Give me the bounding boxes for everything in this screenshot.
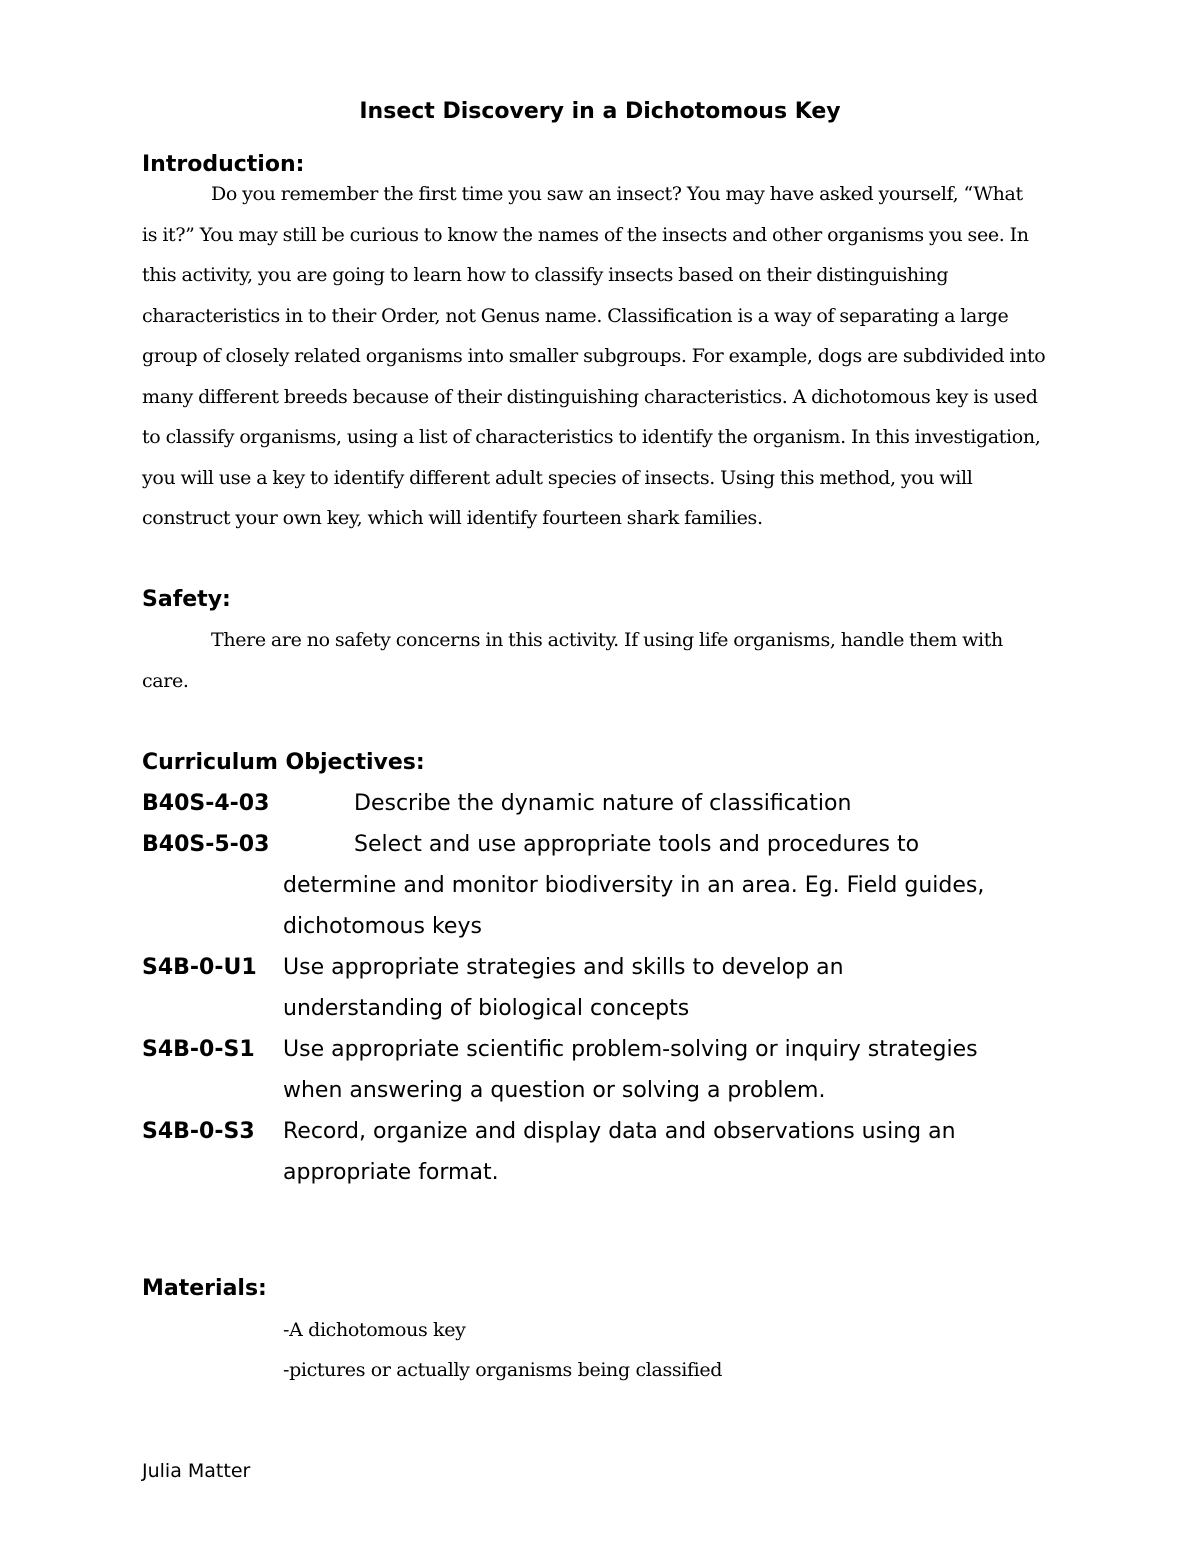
materials-item: -A dichotomous key: [283, 1319, 466, 1341]
objective-text: determine and monitor biodiversity in an area. Eg. Field guides,: [283, 873, 985, 898]
introduction-line: is it?” You may still be curious to know the names of the insects and other organisms you see. In: [142, 223, 1029, 246]
objective-text: appropriate format.: [283, 1160, 499, 1185]
objective-text: understanding of biological concepts: [283, 996, 690, 1021]
objective-text: Use appropriate scientific problem-solving or inquiry strategies: [283, 1037, 978, 1062]
objective-text: Select and use appropriate tools and procedures to: [354, 832, 920, 857]
objective-code: S4B-0-S3: [142, 1119, 255, 1144]
introduction-line: this activity, you are going to learn how to classify insects based on their distinguishing: [142, 264, 949, 286]
introduction-line: construct your own key, which will identify fourteen shark families.: [142, 507, 763, 529]
objective-text: Use appropriate strategies and skills to develop an: [283, 955, 844, 980]
introduction-line: many different breeds because of their distinguishing characteristics. A dichotomous key is used: [142, 385, 1038, 408]
introduction-heading: Introduction:: [142, 152, 305, 177]
introduction-paragraph: [142, 174, 1072, 539]
objective-code: B40S-4-03: [142, 791, 270, 816]
introduction-line: characteristics in to their Order, not Genus name. Classification is a way of separating a large: [142, 304, 1009, 327]
curriculum-heading: Curriculum Objectives:: [142, 750, 425, 775]
objective-text: Record, organize and display data and observations using an: [283, 1119, 956, 1144]
objective-code: B40S-5-03: [142, 832, 270, 857]
introduction-line: Do you remember the first time you saw an insect? You may have asked yourself, “What: [211, 183, 1023, 205]
document-title: Insect Discovery in a Dichotomous Key: [359, 99, 841, 124]
introduction-line: you will use a key to identify different adult species of insects. Using this method, you will: [142, 466, 973, 489]
materials-item: -pictures or actually organisms being classified: [283, 1359, 723, 1381]
objective-code: S4B-0-U1: [142, 955, 257, 980]
safety-line: care.: [142, 669, 189, 692]
materials-heading: Materials:: [142, 1276, 267, 1301]
introduction-line: to classify organisms, using a list of characteristics to identify the organism. In this investigation,: [142, 426, 1041, 448]
safety-heading: Safety:: [142, 587, 231, 612]
footer-author: Julia Matter: [142, 1460, 251, 1482]
objective-text: dichotomous keys: [283, 914, 482, 939]
introduction-line: group of closely related organisms into smaller subgroups. For example, dogs are subdivided into: [142, 345, 1046, 367]
objective-text: Describe the dynamic nature of classification: [354, 791, 852, 816]
safety-paragraph: [142, 620, 1072, 701]
objective-code: S4B-0-S1: [142, 1037, 255, 1062]
objective-text: when answering a question or solving a problem.: [283, 1078, 826, 1103]
safety-line: There are no safety concerns in this activity. If using life organisms, handle them with: [211, 629, 1003, 651]
